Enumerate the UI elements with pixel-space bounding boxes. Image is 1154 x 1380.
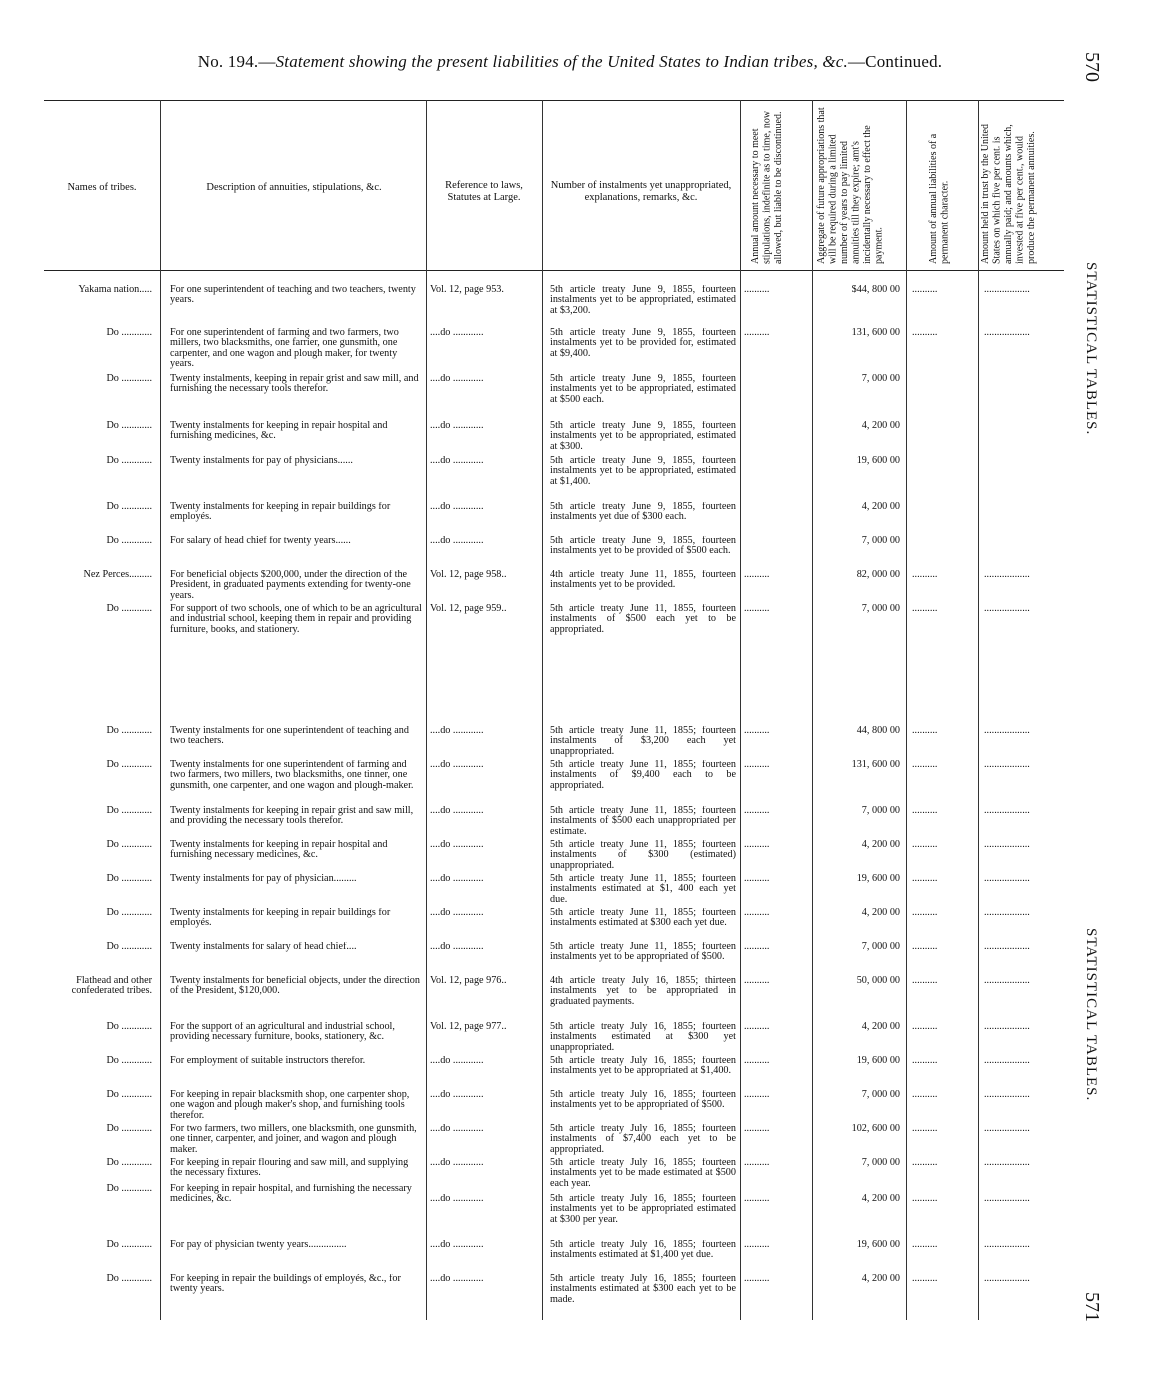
page-number-bottom: 571 [1081, 1292, 1103, 1322]
permanent-amount: .......... [912, 328, 938, 338]
permanent-amount: .......... [912, 1090, 938, 1100]
aggregate-amount: 19, 600 00 [856, 456, 900, 466]
trust-amount: .................. [984, 1274, 1030, 1284]
tribe-name: Do ............ [106, 502, 152, 512]
table-row [44, 840, 1064, 872]
column-header-names: Names of tribes. [67, 182, 137, 193]
instalment-remarks: 5th article treaty June 11, 1855; fourteen instalments yet to be appropriated of $500. [550, 942, 736, 963]
statement-number: No. 194. [197, 52, 259, 71]
table-row [44, 1124, 1064, 1156]
tribe-name: Do ............ [106, 1240, 152, 1250]
aggregate-amount: 4, 200 00 [861, 421, 900, 431]
tribe-name: Do ............ [106, 840, 152, 850]
annuity-description: For keeping in repair blacksmith shop, one carpenter shop, one wagon and plough maker's shop, and furnishing tools therefor. [170, 1090, 410, 1121]
table-row [44, 1184, 1064, 1236]
permanent-amount: .......... [912, 976, 938, 986]
trust-amount: .................. [984, 908, 1030, 918]
aggregate-amount: 19, 600 00 [856, 874, 900, 884]
law-reference: ....do ............ [430, 374, 484, 384]
tribe-name: Do ............ [106, 942, 152, 952]
column-header-trust: Amount held in trust by the United States on which five per cent. is annually paid; and amounts which, invested at five per cent., would produce the permanent annuities. [980, 124, 1037, 264]
tribe-name: Do ............ [106, 1056, 152, 1066]
tribe-name: Do ............ [106, 1274, 152, 1284]
annuity-description: For keeping in repair flouring and saw mill, and supplying the necessary fixtures. [170, 1158, 409, 1179]
trust-amount: .................. [984, 285, 1030, 295]
tribe-name: Do ............ [106, 1022, 152, 1032]
aggregate-amount: $44, 800 00 [851, 285, 900, 295]
annual-amount: .......... [744, 1022, 770, 1032]
table-row [44, 1022, 1064, 1054]
permanent-amount: .......... [912, 604, 938, 614]
annuity-description: For keeping in repair the buildings of employés, &c., for twenty years. [170, 1274, 401, 1295]
aggregate-amount: 7, 000 00 [861, 942, 900, 952]
tribe-name: Do ............ [106, 1184, 152, 1194]
annuity-description: For one superintendent of teaching and two teachers, twenty years. [170, 285, 416, 306]
permanent-amount: .......... [912, 874, 938, 884]
aggregate-amount: 7, 000 00 [861, 536, 900, 546]
permanent-amount: .......... [912, 1274, 938, 1284]
table-row [44, 456, 1064, 496]
permanent-amount: .......... [912, 726, 938, 736]
annual-amount: .......... [744, 1274, 770, 1284]
table-row [44, 1090, 1064, 1122]
table-row [44, 1274, 1064, 1316]
law-reference: ....do ............ [430, 806, 484, 816]
column-header-aggregate: Aggregate of future appropriations that will be required during a limited number of years to pay limited annuities till they expire; amt's incidentally necessary to effect the payment. [816, 107, 885, 264]
trust-amount: .................. [984, 976, 1030, 986]
running-head-top: STATISTICAL TABLES. [1083, 262, 1099, 436]
instalment-remarks: 5th article treaty June 11, 1855; fourteen instalments estimated at $1, 400 each yet due. [550, 874, 736, 905]
instalment-remarks: 5th article treaty July 16, 1855; fourteen instalments yet to be appropriated at $1,400. [550, 1056, 736, 1077]
annuity-description: Twenty instalments for beneficial objects, under the direction of the President, $120,000. [170, 976, 420, 997]
tribe-name: Do ............ [106, 604, 152, 614]
table-row [44, 806, 1064, 838]
annuity-description: Twenty instalments for one superintendent of teaching and two teachers. [170, 726, 409, 747]
instalment-remarks: 5th article treaty July 16, 1855; fourteen instalments estimated at $300 each yet to be made. [550, 1274, 736, 1305]
annual-amount: .......... [744, 1056, 770, 1066]
annual-amount: .......... [744, 570, 770, 580]
aggregate-amount: 4, 200 00 [861, 1022, 900, 1032]
law-reference: ....do ............ [430, 942, 484, 952]
permanent-amount: .......... [912, 570, 938, 580]
law-reference: Vol. 12, page 958.. [430, 570, 507, 580]
annual-amount: .......... [744, 806, 770, 816]
table-row [44, 1056, 1064, 1088]
permanent-amount: .......... [912, 285, 938, 295]
instalment-remarks: 5th article treaty June 11, 1855; fourteen instalments of $500 each unappropriated per estimate. [550, 806, 736, 837]
permanent-amount: .......... [912, 806, 938, 816]
table-top-rule [44, 100, 1064, 101]
instalment-remarks: 5th article treaty June 9, 1855, fourteen instalments yet to be appropriated, estimated at $1,400. [550, 456, 736, 487]
instalment-remarks: 5th article treaty July 16, 1855; fourteen instalments of $7,400 each yet to be appropriated. [550, 1124, 736, 1155]
annual-amount: .......... [744, 604, 770, 614]
column-header-instalments: Number of instalments yet unappropriated, explanations, remarks, &c. [550, 180, 732, 203]
annual-amount: .......... [744, 285, 770, 295]
table-row [44, 874, 1064, 906]
annuity-description: For beneficial objects $200,000, under the direction of the President, in graduated payments extending for twenty-one years. [170, 570, 411, 601]
statement-title: Statement showing the present liabilities of the United States to Indian tribes, &c. [275, 52, 848, 71]
permanent-amount: .......... [912, 942, 938, 952]
annual-amount: .......... [744, 1090, 770, 1100]
instalment-remarks: 5th article treaty June 9, 1855, fourteen instalments yet to be appropriated, estimated at $3,200. [550, 285, 736, 316]
permanent-amount: .......... [912, 1124, 938, 1134]
tribe-name: Do ............ [106, 726, 152, 736]
annuity-description: Twenty instalments, keeping in repair grist and saw mill, and furnishing the necessary tools therefor. [170, 374, 419, 395]
permanent-amount: .......... [912, 1056, 938, 1066]
annual-amount: .......... [744, 760, 770, 770]
instalment-remarks: 5th article treaty June 9, 1855, fourteen instalments yet to be provided of $500 each. [550, 536, 736, 557]
tribe-name: Do ............ [106, 328, 152, 338]
instalment-remarks: 5th article treaty June 11, 1855; fourteen instalments of $300 (estimated) unappropriated. [550, 840, 736, 871]
table-row [44, 374, 1064, 418]
trust-amount: .................. [984, 840, 1030, 850]
instalment-remarks: 5th article treaty July 16, 1855; fourteen instalments yet to be made estimated at $500 each year. [550, 1158, 736, 1189]
instalment-remarks: 4th article treaty July 16, 1855; thirteen instalments yet to be appropriated in graduated payments. [550, 976, 736, 1007]
annual-amount: .......... [744, 942, 770, 952]
running-head-bottom: STATISTICAL TABLES. [1083, 928, 1099, 1102]
annual-amount: .......... [744, 1194, 770, 1204]
table-row [44, 760, 1064, 804]
annuity-description: For employment of suitable instructors therefor. [170, 1056, 366, 1066]
tribe-name: Flathead and other confederated tribes. [71, 976, 152, 997]
tribe-name: Do ............ [106, 536, 152, 546]
tribe-name: Nez Perces......... [83, 570, 152, 580]
table-row [44, 570, 1064, 602]
aggregate-amount: 131, 600 00 [851, 328, 900, 338]
annuity-description: For pay of physician twenty years............... [170, 1240, 347, 1250]
header-bottom-rule [44, 270, 1064, 271]
law-reference: ....do ............ [430, 908, 484, 918]
tribe-name: Do ............ [106, 1158, 152, 1168]
instalment-remarks: 5th article treaty June 9, 1855, fourteen instalments yet due of $300 each. [550, 502, 736, 523]
page-number-top: 570 [1081, 52, 1103, 82]
aggregate-amount: 7, 000 00 [861, 1090, 900, 1100]
instalment-remarks: 5th article treaty July 16, 1855; fourteen instalments yet to be appropriated of $500. [550, 1090, 736, 1111]
column-header-annual: Annual amount necessary to meet stipulations, indefinite as to time, now allowed, but liable to be discontinued. [750, 110, 784, 264]
permanent-amount: .......... [912, 840, 938, 850]
trust-amount: .................. [984, 1090, 1030, 1100]
annual-amount: .......... [744, 1124, 770, 1134]
trust-amount: .................. [984, 942, 1030, 952]
instalment-remarks: 5th article treaty July 16, 1855; fourteen instalments estimated at $300 yet unappropriated. [550, 1022, 736, 1053]
tribe-name: Yakama nation..... [78, 285, 152, 295]
column-header-permanent: Amount of annual liabilities of a permanent character. [928, 133, 951, 264]
law-reference: ....do ............ [430, 536, 484, 546]
law-reference: ....do ............ [430, 1274, 484, 1284]
trust-amount: .................. [984, 1158, 1030, 1168]
table-row [44, 908, 1064, 940]
table-row [44, 285, 1064, 325]
law-reference: ....do ............ [430, 1240, 484, 1250]
annual-amount: .......... [744, 328, 770, 338]
aggregate-amount: 19, 600 00 [856, 1240, 900, 1250]
annuity-description: Twenty instalments for salary of head chief.... [170, 942, 357, 952]
tribe-name: Do ............ [106, 421, 152, 431]
permanent-amount: .......... [912, 1240, 938, 1250]
aggregate-amount: 7, 000 00 [861, 806, 900, 816]
trust-amount: .................. [984, 1022, 1030, 1032]
continued-label: Continued. [865, 52, 943, 71]
law-reference: ....do ............ [430, 1124, 484, 1134]
table-row [44, 421, 1064, 461]
annuity-description: For keeping in repair hospital, and furnishing the necessary medicines, &c. [170, 1184, 412, 1205]
law-reference: ....do ............ [430, 421, 484, 431]
permanent-amount: .......... [912, 1022, 938, 1032]
annuity-description: Twenty instalments for keeping in repair buildings for employés. [170, 502, 391, 523]
instalment-remarks: 5th article treaty June 11, 1855; fourteen instalments estimated at $300 each yet due. [550, 908, 736, 929]
annual-amount: .......... [744, 908, 770, 918]
annuity-description: Twenty instalments for keeping in repair buildings for employés. [170, 908, 391, 929]
permanent-amount: .......... [912, 908, 938, 918]
law-reference: Vol. 12, page 959.. [430, 604, 507, 614]
annual-amount: .......... [744, 874, 770, 884]
annuity-description: Twenty instalments for one superintendent of farming and two farmers, two millers, two blacksmiths, one tinner, one gunsmith, one carpenter, and one wagon and plough-maker. [170, 760, 414, 791]
permanent-amount: .......... [912, 1158, 938, 1168]
law-reference: ....do ............ [430, 1194, 484, 1204]
annual-amount: .......... [744, 840, 770, 850]
permanent-amount: .......... [912, 1194, 938, 1204]
permanent-amount: .......... [912, 760, 938, 770]
instalment-remarks: 4th article treaty June 11, 1855, fourteen instalments yet to be provided. [550, 570, 736, 591]
aggregate-amount: 4, 200 00 [861, 908, 900, 918]
instalment-remarks: 5th article treaty July 16, 1855; fourteen instalments estimated at $1,400 yet due. [550, 1240, 736, 1261]
aggregate-amount: 4, 200 00 [861, 502, 900, 512]
aggregate-amount: 50, 000 00 [856, 976, 900, 986]
aggregate-amount: 7, 000 00 [861, 1158, 900, 1168]
annuity-description: Twenty instalments for keeping in repair grist and saw mill, and providing the necessary tools therefor. [170, 806, 414, 827]
aggregate-amount: 4, 200 00 [861, 840, 900, 850]
law-reference: ....do ............ [430, 502, 484, 512]
table-row [44, 976, 1064, 1020]
trust-amount: .................. [984, 328, 1030, 338]
annuity-description: Twenty instalments for pay of physician......... [170, 874, 357, 884]
annuity-description: For salary of head chief for twenty years...... [170, 536, 351, 546]
annuity-description: Twenty instalments for pay of physicians...... [170, 456, 353, 466]
aggregate-amount: 7, 000 00 [861, 374, 900, 384]
law-reference: Vol. 12, page 953. [430, 285, 504, 295]
instalment-remarks: 5th article treaty June 9, 1855, fourteen instalments yet to be appropriated, estimated at $300. [550, 421, 736, 452]
law-reference: Vol. 12, page 977.. [430, 1022, 507, 1032]
law-reference: ....do ............ [430, 1056, 484, 1066]
instalment-remarks: 5th article treaty June 9, 1855, fourteen instalments yet to be appropriated, estimated at $500 each. [550, 374, 736, 405]
trust-amount: .................. [984, 1240, 1030, 1250]
annuity-description: For two farmers, two millers, one blacksmith, one gunsmith, one tinner, carpenter, and joiner, and wagon and plough maker. [170, 1124, 417, 1155]
trust-amount: .................. [984, 570, 1030, 580]
law-reference: ....do ............ [430, 1158, 484, 1168]
tribe-name: Do ............ [106, 1090, 152, 1100]
instalment-remarks: 5th article treaty July 16, 1855; fourteen instalments yet to be appropriated estimated at $300 per year. [550, 1194, 736, 1225]
instalment-remarks: 5th article treaty June 11, 1855, fourteen instalments of $500 each yet to be appropriated. [550, 604, 736, 635]
aggregate-amount: 82, 000 00 [856, 570, 900, 580]
annuity-description: Twenty instalments for keeping in repair hospital and furnishing medicines, &c. [170, 421, 388, 442]
trust-amount: .................. [984, 760, 1030, 770]
aggregate-amount: 4, 200 00 [861, 1194, 900, 1204]
tribe-name: Do ............ [106, 1124, 152, 1134]
aggregate-amount: 7, 000 00 [861, 604, 900, 614]
column-header-reference: Reference to laws, Statutes at Large. [445, 180, 523, 203]
table-row [44, 1158, 1064, 1189]
trust-amount: .................. [984, 604, 1030, 614]
annual-amount: .......... [744, 1158, 770, 1168]
aggregate-amount: 4, 200 00 [861, 1274, 900, 1284]
table-row [44, 328, 1064, 372]
trust-amount: .................. [984, 874, 1030, 884]
annual-amount: .......... [744, 976, 770, 986]
tribe-name: Do ............ [106, 874, 152, 884]
trust-amount: .................. [984, 726, 1030, 736]
annuity-description: For one superintendent of farming and two farmers, two millers, two blacksmiths, one farrier, one gunsmith, one carpenter, and one wagon and plough maker, for twenty years. [170, 328, 399, 370]
law-reference: Vol. 12, page 976.. [430, 976, 507, 986]
law-reference: ....do ............ [430, 840, 484, 850]
table-row [44, 604, 1064, 650]
instalment-remarks: 5th article treaty June 11, 1855; fourteen instalments of $3,200 each yet unappropriated. [550, 726, 736, 757]
column-header-description: Description of annuities, stipulations, &c. [206, 182, 382, 193]
law-reference: ....do ............ [430, 760, 484, 770]
trust-amount: .................. [984, 1194, 1030, 1204]
annual-amount: .......... [744, 1240, 770, 1250]
trust-amount: .................. [984, 806, 1030, 816]
table-row [44, 1240, 1064, 1272]
law-reference: ....do ............ [430, 1090, 484, 1100]
tribe-name: Do ............ [106, 760, 152, 770]
tribe-name: Do ............ [106, 374, 152, 384]
law-reference: ....do ............ [430, 456, 484, 466]
aggregate-amount: 131, 600 00 [851, 760, 900, 770]
annuity-description: For the support of an agricultural and industrial school, providing necessary furniture, books, stationery, &c. [170, 1022, 395, 1043]
law-reference: ....do ............ [430, 328, 484, 338]
annual-amount: .......... [744, 726, 770, 736]
aggregate-amount: 44, 800 00 [856, 726, 900, 736]
aggregate-amount: 102, 600 00 [851, 1124, 900, 1134]
law-reference: ....do ............ [430, 726, 484, 736]
instalment-remarks: 5th article treaty June 11, 1855; fourteen instalments of $9,400 each to be appropriated. [550, 760, 736, 791]
tribe-name: Do ............ [106, 806, 152, 816]
trust-amount: .................. [984, 1124, 1030, 1134]
page-title: No. 194.—Statement showing the present liabilities of the United States to Indian tribes, &c.—Continued. [197, 52, 943, 71]
tribe-name: Do ............ [106, 456, 152, 466]
table-row [44, 942, 1064, 974]
trust-amount: .................. [984, 1056, 1030, 1066]
annuity-description: Twenty instalments for keeping in repair hospital and furnishing necessary medicines, &c. [170, 840, 388, 861]
annuity-description: For support of two schools, one of which to be an agricultural and industrial school, keeping them in repair and providing furniture, books, and stationery. [170, 604, 422, 635]
aggregate-amount: 19, 600 00 [856, 1056, 900, 1066]
tribe-name: Do ............ [106, 908, 152, 918]
law-reference: ....do ............ [430, 874, 484, 884]
instalment-remarks: 5th article treaty June 9, 1855, fourteen instalments yet to be provided for, estimated at $9,400. [550, 328, 736, 359]
